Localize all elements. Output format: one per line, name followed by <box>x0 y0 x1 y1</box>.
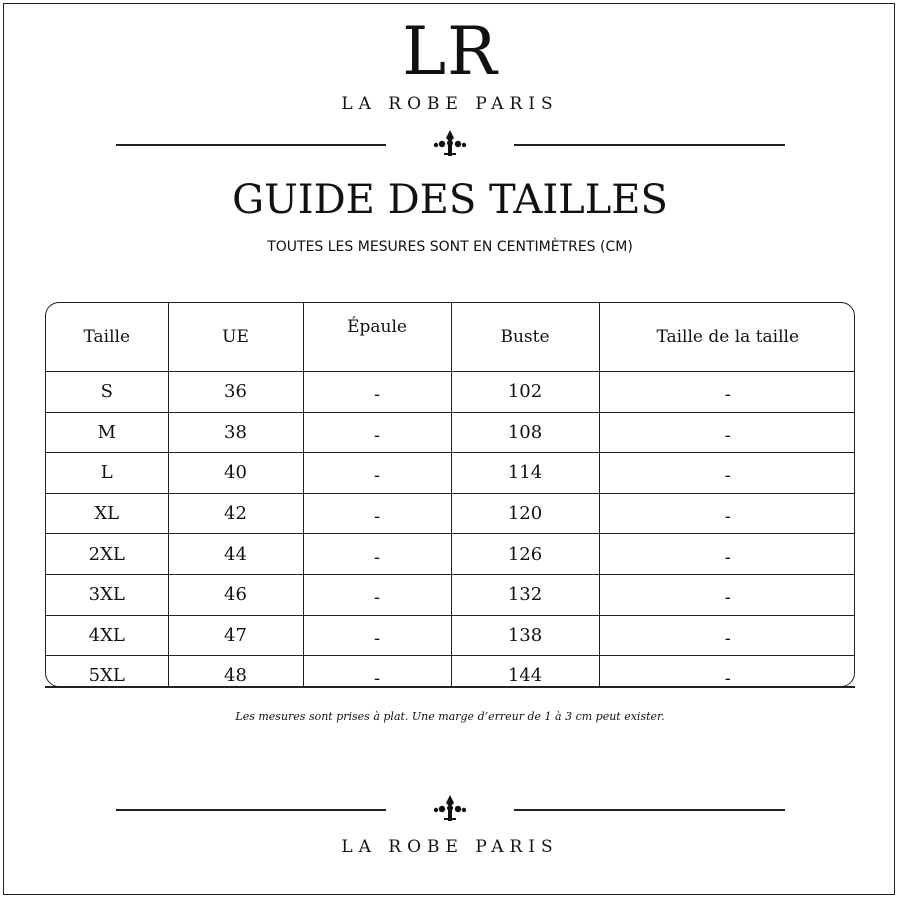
cell-eu: 44 <box>168 534 303 575</box>
size-table-container <box>45 302 855 687</box>
cell-shoulder <box>303 453 451 494</box>
brand-monogram: LR <box>402 13 498 90</box>
cell-waist-value: - <box>724 506 731 528</box>
cell-eu: 46 <box>168 574 303 615</box>
cell-waist <box>599 412 855 453</box>
page-subtitle: TOUTES LES MESURES SONT EN CENTIMÈTRES (CM) <box>267 239 633 255</box>
cell-waist <box>599 656 855 687</box>
page-title: GUIDE DES TAILLES <box>232 177 668 223</box>
cell-shoulder <box>303 493 451 534</box>
cell-shoulder-value: - <box>373 384 381 406</box>
cell-eu: 38 <box>168 412 303 453</box>
divider-right-bottom <box>514 809 785 811</box>
cell-shoulder <box>303 615 451 656</box>
cell-waist <box>599 453 855 494</box>
table-underline <box>45 686 855 688</box>
cell-bust: 138 <box>451 615 599 656</box>
table-row <box>46 615 855 656</box>
table-row <box>46 412 855 453</box>
cell-shoulder-value: - <box>373 465 381 487</box>
fleur-de-lis-icon <box>433 794 467 824</box>
cell-waist <box>599 615 855 656</box>
cell-size: 5XL <box>46 656 168 687</box>
cell-waist-value: - <box>724 424 731 446</box>
cell-waist <box>599 372 855 413</box>
cell-bust: 120 <box>451 493 599 534</box>
cell-waist-value: - <box>724 668 731 687</box>
measurement-note: Les mesures sont prises à plat. Une marge d’erreur de 1 à 3 cm peut exister. <box>235 710 665 723</box>
cell-bust: 126 <box>451 534 599 575</box>
table-row <box>46 574 855 615</box>
header-taille-de-la-taille: Taille de la taille <box>599 303 855 372</box>
cell-eu: 36 <box>168 372 303 413</box>
cell-shoulder-value: - <box>373 627 381 649</box>
cell-waist-value: - <box>724 384 731 406</box>
fleur-de-lis-icon <box>433 129 467 159</box>
cell-waist-value: - <box>724 546 731 568</box>
table-row <box>46 453 855 494</box>
cell-bust: 144 <box>451 656 599 687</box>
cell-size: 2XL <box>46 534 168 575</box>
cell-waist <box>599 534 855 575</box>
cell-waist <box>599 493 855 534</box>
cell-shoulder <box>303 534 451 575</box>
cell-shoulder-value: - <box>373 668 381 687</box>
cell-bust: 102 <box>451 372 599 413</box>
cell-shoulder <box>303 372 451 413</box>
brand-name-bottom: LA ROBE PARIS <box>341 837 559 857</box>
cell-size: XL <box>46 493 168 534</box>
cell-waist-value: - <box>724 587 731 609</box>
header-taille: Taille <box>46 303 168 372</box>
table-row <box>46 372 855 413</box>
header-ue: UE <box>168 303 303 372</box>
cell-shoulder-value: - <box>373 587 381 609</box>
cell-bust: 132 <box>451 574 599 615</box>
table-header-row <box>46 303 855 372</box>
brand-name-top: LA ROBE PARIS <box>341 94 559 114</box>
cell-eu: 47 <box>168 615 303 656</box>
divider-right-top <box>514 144 785 146</box>
cell-waist-value: - <box>724 627 731 649</box>
table-row <box>46 656 855 687</box>
cell-bust: 108 <box>451 412 599 453</box>
header-buste: Buste <box>451 303 599 372</box>
table-row <box>46 493 855 534</box>
divider-left-top <box>116 144 386 146</box>
cell-shoulder-value: - <box>373 424 381 446</box>
cell-shoulder <box>303 412 451 453</box>
cell-size: L <box>46 453 168 494</box>
cell-shoulder <box>303 656 451 687</box>
cell-shoulder-value: - <box>373 506 381 528</box>
cell-shoulder-value: - <box>373 546 381 568</box>
cell-eu: 48 <box>168 656 303 687</box>
cell-waist-value: - <box>724 465 731 487</box>
divider-left-bottom <box>116 809 386 811</box>
cell-bust: 114 <box>451 453 599 494</box>
cell-size: M <box>46 412 168 453</box>
cell-size: 4XL <box>46 615 168 656</box>
cell-eu: 42 <box>168 493 303 534</box>
cell-waist <box>599 574 855 615</box>
cell-size: S <box>46 372 168 413</box>
cell-eu: 40 <box>168 453 303 494</box>
header-epaule: Épaule <box>303 303 451 372</box>
table-row <box>46 534 855 575</box>
cell-size: 3XL <box>46 574 168 615</box>
size-table <box>46 303 855 687</box>
cell-shoulder <box>303 574 451 615</box>
